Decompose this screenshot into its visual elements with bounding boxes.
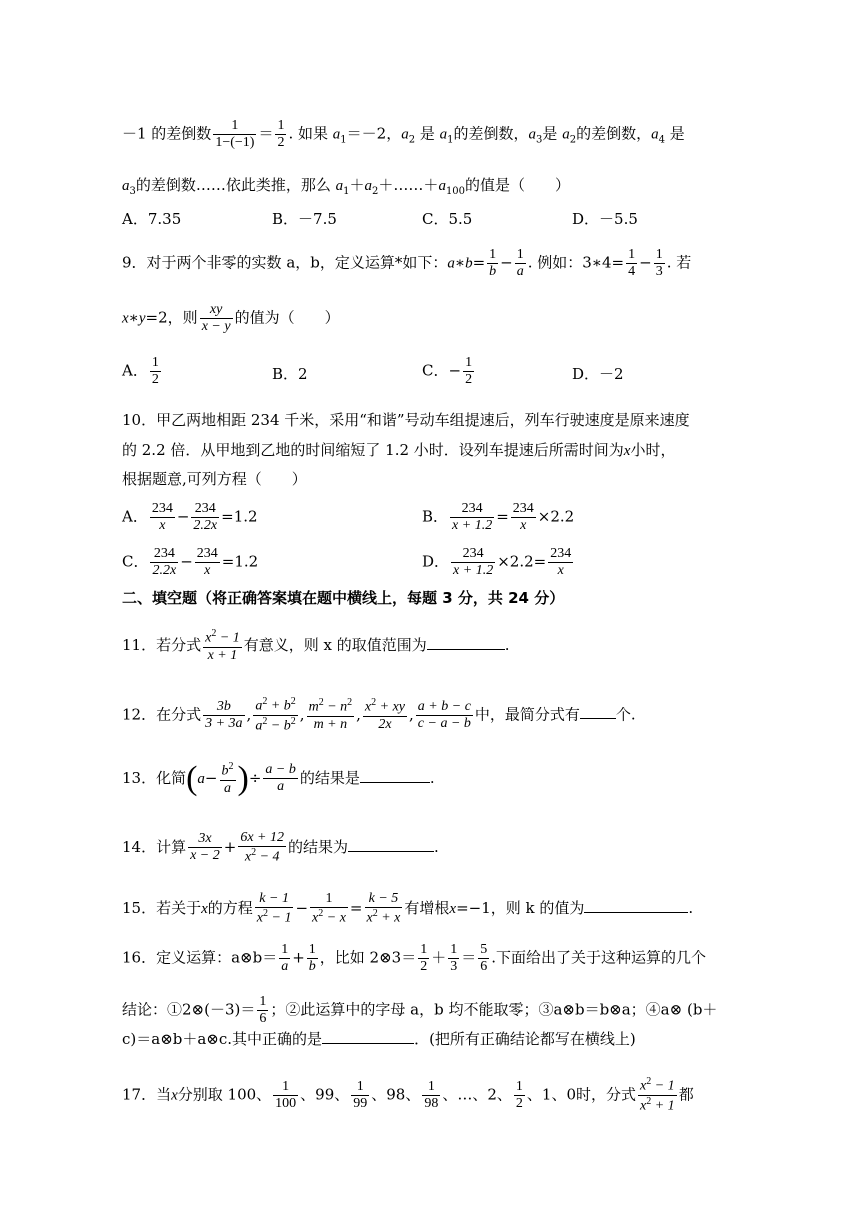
q16-line1: 16．定义运算：a⊗b＝ $\frac{1}{a}$ + $\frac{1}{b}$ ，比如 2⊗3＝ $\frac{1}{2}$ ＋ $\frac{1}{3}$ ＝ $\frac{5}{6}$ .下面给出了关于这种运算的几个 [122,942,707,975]
q15-text: ，则 k 的值为 [490,898,585,917]
q13-text: 13．化简 [122,768,187,787]
fraction: $\frac{1}{a}$ [281,942,289,975]
fraction: $\frac{3x}{x - 2}$ [190,831,220,864]
q8-text: 是 [419,124,435,143]
answer-blank[interactable] [348,851,434,852]
q9-text: . 若 [666,253,692,272]
q16-text: .下面给出了关于这种运算的几个 [491,948,707,967]
answer-blank[interactable] [580,718,616,719]
fraction: $\frac{1}{3}$ [450,942,458,975]
fraction: $\frac{1}{2}$ [465,355,473,388]
q12-text: 中，最简分式有 [474,705,580,724]
q16-text: ，比如 2⊗3＝ [319,948,417,967]
fraction: $\frac{m^2 - n^2}{m + n}$ [308,697,353,733]
fraction: $\frac{6x + 12}{x^2 - 4}$ [240,830,285,865]
fraction: $\frac{1}{98}$ [424,1078,439,1111]
q8-line2: $a_3$的差倒数……依此类推，那么 $a_1+a_2+\dots\dots+a_{100}$的值是（ ） [122,176,571,197]
fraction: $\frac{234}{x}$ [550,546,572,579]
q10-text: 的 2.2 倍．从甲地到乙地的时间缩短了 1.2 小时．设列车提速后所需时间为 [122,441,624,459]
q17-text: 都 [678,1085,694,1104]
fraction: $\frac{1}{4}$ [628,247,636,280]
fraction: $\frac{1}{100}$ [275,1078,297,1111]
fraction: $\frac{k - 1}{x^2 - 1}$ [256,891,292,926]
q8-text: ， [386,124,402,143]
answer-blank[interactable] [584,912,688,913]
fraction: $\frac{5}{6}$ [480,942,488,975]
q12-text: 12．在分式 [122,705,202,724]
q10-line3: 根据题意,可列方程（ ） [122,470,307,488]
fraction: $\frac{1}{x^2 - x}$ [312,891,346,926]
fraction: $\frac{1}{b}$ [489,247,497,280]
q13-text: 的结果是 [299,768,360,787]
fraction: $\frac{234}{x}$ [196,546,218,579]
q17-text: 分别取 100、 [177,1085,272,1104]
q14-text: . [434,837,439,856]
q10-option-label: C． [122,552,149,571]
fraction: $\frac{1}{3}$ [655,247,663,280]
answer-blank[interactable] [427,649,505,650]
q8-text: 的值是（ ） [465,176,571,194]
fraction: $\frac{1}{2}$ [515,1078,523,1111]
q10-option-label: A． [122,507,148,526]
q10-line1: 10．甲乙两地相距 234 千米，采用“和谐”号动车组提速后，列车行驶速度是原来速度 [122,411,690,429]
q8-text: 的差倒数， [453,124,529,143]
fraction: $\frac{x^2 + xy}{2x}$ [364,697,406,733]
q8-text: . 如果 [288,124,333,143]
q11 [122,628,510,664]
fraction: $\frac{a + b - c}{c - a - b}$ [417,698,471,731]
fraction: $\frac{1}{a}$ [516,247,524,280]
section-heading: 二、填空题（将正确答案填在题中横线上，每题 3 分，共 24 分） [122,589,565,607]
q8-text: 的差倒数， [576,124,652,143]
fraction: $\frac{1}{2}$ [151,355,159,388]
q17-text: 时，分式 [576,1085,637,1104]
fraction: $\frac{1}{2}$ [420,942,428,975]
q13: 13．化简(a− $\frac{b^2}{a}$ )÷ $\frac{a - b}{a}$ 的结果是 . [122,759,435,797]
q16-text: 结论：①2⊗(－3)＝ [122,1000,256,1019]
q16-line3 [122,1032,636,1047]
q16-text: ；②此运算中的字母 a，b 均不能取零；③a⊗b＝b⊗a；④a⊗ (b＋ [270,1000,718,1019]
q8-option-b: B．－7.5 [272,210,337,228]
fraction: $\frac{1}{6}$ [259,994,267,1027]
answer-blank[interactable] [322,1043,414,1044]
q15-text: 15．若关于 [122,898,202,917]
q11-text: . [504,635,510,654]
q10-option-c: C． $\frac{234}{2.2x}$ − $\frac{234}{x}$ =1.2 [122,546,259,579]
q10-option-b: B． $\frac{234}{x + 1.2}$ = $\frac{234}{x}$ ×2.2 [422,501,575,534]
q17: 17．当x分别取 100、 $\frac{1}{100}$ 、99、 $\frac{1}{99}$ 、98、 $\frac{1}{98}$ 、…、2、 $\frac{1}{2}$ 、1、0时，分式 $\frac{x^2 - 1}{x^2 + 1}$ 都 [122,1076,694,1114]
q11-text: 有意义，则 x 的取值范围为 [243,635,427,654]
q10-text: 小时， [630,441,676,459]
q9-line1: 9．对于两个非零的实数 a，b，定义运算*如下：a∗b= $\frac{1}{b}$ − $\frac{1}{a}$ . 例如：3∗4= $\frac{1}{4}$ − $\frac{1}{3}$ . 若 [122,247,692,280]
q11-text: 11．若分式 [122,635,202,654]
q9-option-d: D．－2 [572,365,624,383]
q10-option-d: D． $\frac{234}{x + 1.2}$ ×2.2= $\frac{234}{x}$ [422,546,572,579]
fraction: $\frac{a - b}{a}$ [265,762,296,795]
q10-option-label: B． [422,507,449,526]
q9-option-label: A． [122,361,148,380]
fraction: $\frac{1}{1-(-1)}$ [215,118,255,151]
q8-option-a: A．7.35 [122,210,182,228]
fraction: $\frac{k - 5}{x^2 + x}$ [366,891,401,926]
q15-text: 有增根 [404,898,450,917]
fraction: $\frac{234}{x}$ [512,501,534,534]
q10-option-a: A． $\frac{234}{x}$ − $\frac{234}{2.2x}$ =1.2 [122,501,258,534]
fraction: $\frac{1}{99}$ [353,1078,368,1111]
q9-option-b: B．2 [272,365,308,383]
q12-text: 个. [615,705,636,724]
fraction: $\frac{a^2 + b^2}{a^2 - b^2}$ [255,696,296,734]
q17-text: 17．当 [122,1085,172,1104]
q8-line1: －1 的差倒数 $\frac{1}{1-(-1)}$ ＝ $\frac{1}{2}$ . 如果 $a_1=-2$，$a_2$ 是 $a_1$的差倒数，$a_3$是 $a_2$的差倒数，$a_4$ 是 [122,118,685,151]
q16-line2 [122,994,717,1027]
q9-text: 9．对于两个非零的实数 a，b，定义运算*如下： [122,253,448,272]
fraction: $\frac{1}{b}$ [308,942,316,975]
q13-text: . [429,768,435,787]
fraction: $\frac{1}{2}$ [277,118,285,151]
q15: 15．若关于x的方程 $\frac{k - 1}{x^2 - 1}$ − $\frac{1}{x^2 - x}$ = $\frac{k - 5}{x^2 + x}$ 有增根x=−1，则 k 的值为 . [122,891,694,926]
q12: 12．在分式 $\frac{3b}{3 + 3a}$ , $\frac{a^2 + b^2}{a^2 - b^2}$ , $\frac{m^2 - n^2}{m + n}$ , $\frac{x^2 + xy}{2x}$ , $\frac{a + b - c}{c - a - b}$ 中，最简分式有 个. [122,696,636,734]
q9-text: . 例如： [527,253,583,272]
q14-text: 的结果为 [288,837,349,856]
q9-option-a [122,355,163,388]
q14: 14．计算 $\frac{3x}{x - 2}$ + $\frac{6x + 12}{x^2 - 4}$ 的结果为 . [122,830,439,865]
q9-text: 的值为（ ） [234,308,340,327]
fraction: $\frac{xy}{x - y}$ [201,302,231,335]
fraction: $\frac{3b}{3 + 3a}$ [205,698,243,731]
fraction: $\frac{234}{2.2x}$ [193,501,218,534]
fraction: $\frac{234}{2.2x}$ [152,546,177,579]
answer-blank[interactable] [360,782,430,783]
q8-option-d: D．－5.5 [572,210,638,228]
q15-text: . [688,898,694,917]
q9-option-label: C． [422,361,449,380]
q9-line2: x∗y=2，则 $\frac{xy}{x - y}$ 的值为（ ） [122,302,340,335]
fraction: $\frac{234}{x + 1.2}$ [453,546,494,579]
fraction: $\frac{x^2 - 1}{x^2 + 1}$ [640,1076,675,1114]
q14-text: 14．计算 [122,837,187,856]
q8-option-c: C．5.5 [422,210,473,228]
q8-text: 的差倒数……依此类推，那么 [135,176,336,194]
q9-option-c: C．− $\frac{1}{2}$ [422,355,473,388]
q8-text: 是 [669,124,685,143]
fraction: $\frac{b^2}{a}$ [221,761,234,796]
q15-text: 的方程 [207,898,253,917]
fraction: $\frac{x^2 - 1}{x + 1}$ [205,628,240,663]
fraction: $\frac{234}{x + 1.2}$ [452,501,493,534]
q16-text: ．(把所有正确结论都写在横线上) [414,1030,636,1048]
q10-option-label: D． [422,552,450,571]
q9-text: ，则 [167,308,198,327]
q16-text: c)＝a⊗b＋a⊗c.其中正确的是 [122,1030,323,1048]
q16-text: 16．定义运算：a⊗b＝ [122,948,278,967]
q8-text: －1 的差倒数 [122,124,212,143]
fraction: $\frac{234}{x}$ [151,501,173,534]
q8-text: 是 [542,124,558,143]
q10-line2: 的 2.2 倍．从甲地到乙地的时间缩短了 1.2 小时．设列车提速后所需时间为x小时， [122,441,676,459]
